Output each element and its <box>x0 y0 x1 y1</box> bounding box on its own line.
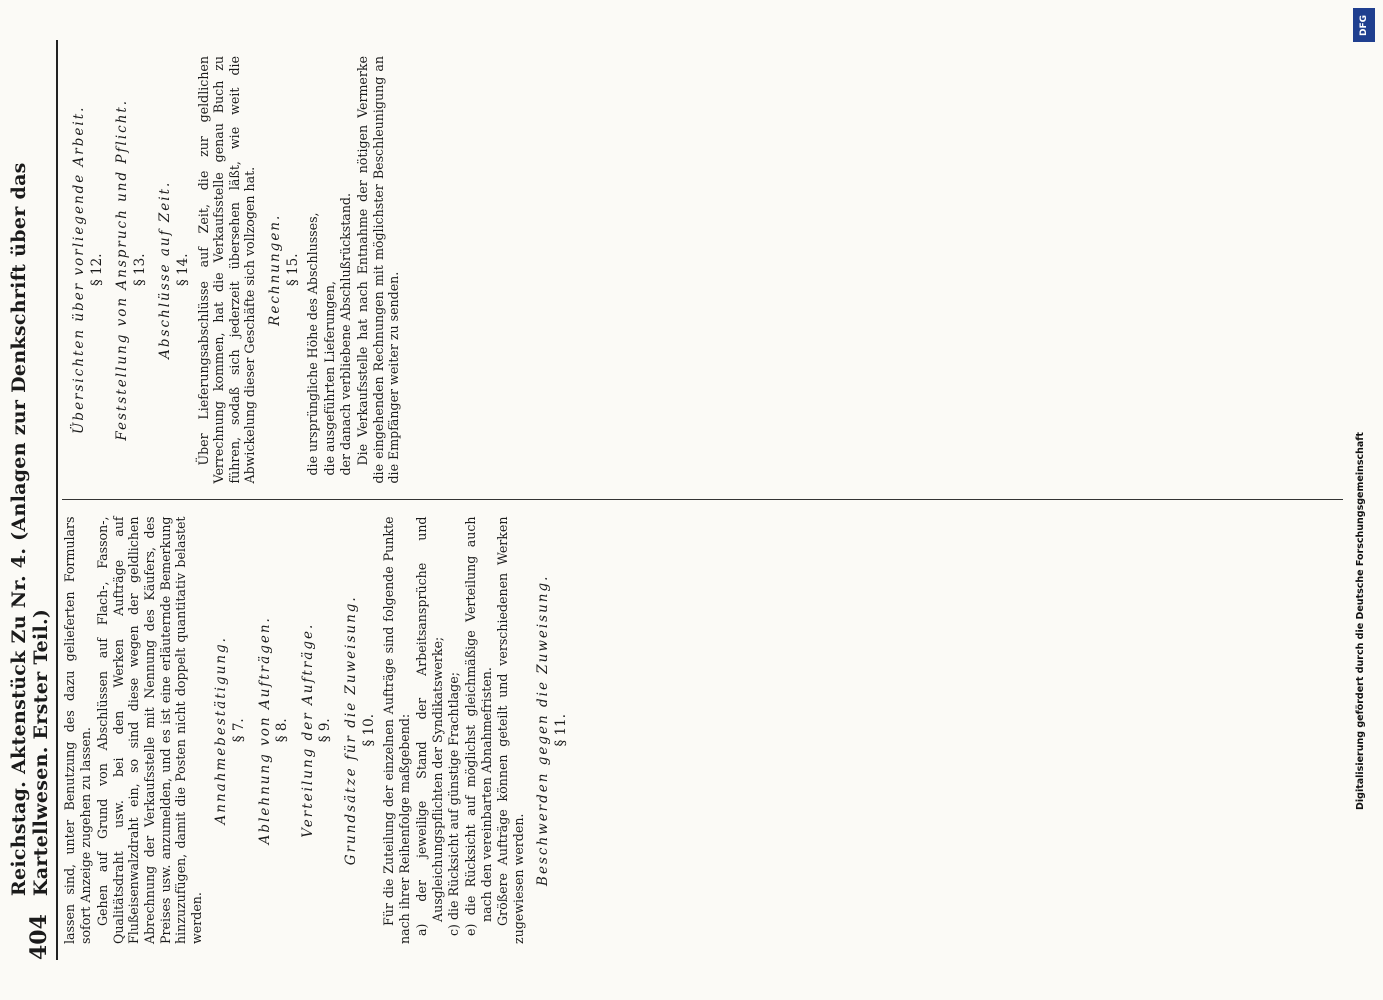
section-heading-12: Übersichten über vorliegende Arbeit. <box>71 105 87 434</box>
list-item: die ursprüngliche Höhe des Abschlusses, <box>305 212 321 476</box>
left-column <box>62 501 1343 961</box>
list-item: e) die Rücksicht auf möglichst gleichmäßige Verteilung auch nach den vereinbarten Abnahmefristen. <box>463 516 494 936</box>
section-number-7: § 7. <box>230 718 247 743</box>
section-heading-7: Annahmebestätigung. <box>213 636 230 825</box>
paragraph: Größere Aufträge können geteilt und verschiedenen Werken zugewiesen werden. <box>495 516 526 944</box>
section-heading-11: Beschwerden gegen die Zuweisung. <box>535 574 552 886</box>
section-number-12: § 12. <box>88 253 105 287</box>
paragraph: Gehen auf Grund von Abschlüssen auf Flach-, Fasson-, Qualitätsdraht usw. bei den Werken Aufträge auf Flußeisenwalzdraht ein, so sind diese wegen der geldlichen Abrechnung der Verkaufsstelle mit Nennung des Käufers, des Preises usw. anzumelden, und es ist eine erläuternde Bemerkung hinzuzufügen, damit die Posten nicht doppelt quantitativ belastet werden. <box>95 516 204 944</box>
list-item: c) die Rücksicht auf günstige Frachtlage; <box>446 672 462 936</box>
text-columns <box>62 40 1343 960</box>
paragraph: Für die Zuteilung der einzelnen Aufträge sind folgende Punkte nach ihrer Reihenfolge maßgebend: <box>381 516 412 944</box>
section-number-15: § 15. <box>284 253 301 287</box>
section-heading-8: Ablehnung von Aufträgen. <box>256 616 273 845</box>
side-strip <box>1353 0 1379 1000</box>
list-item: der danach verbliebene Abschlußrückstand. <box>338 193 354 476</box>
section-heading-14: Abschlüsse auf Zeit. <box>157 180 174 359</box>
running-title: Reichstag. Aktenstück Zu Nr. 4. (Anlagen zur Denkschrift über das Kartellwesen. Erster Teil.) <box>8 162 52 897</box>
page-header <box>8 40 58 960</box>
page-number: 404 <box>26 914 52 960</box>
list-item: a) der jeweilige Stand der Arbeitsansprüche und Ausgleichungspflichten der Syndikatswerke; <box>414 516 445 936</box>
dfg-logo: DFG <box>1353 8 1375 42</box>
section-heading-9: Verteilung der Aufträge. <box>299 622 316 838</box>
funding-note: Digitalisierung gefördert durch die Deutsche Forschungsgemeinschaft <box>1355 432 1366 810</box>
section-heading-10: Grundsätze für die Zuweisung. <box>342 595 359 866</box>
section-number-13: § 13. <box>131 253 148 287</box>
section-number-14: § 14. <box>174 253 191 287</box>
paragraph: Über Lieferungsabschlüsse auf Zeit, die zur geldlichen Verrechnung kommen, hat die Verkaufsstelle genau Buch zu führen, sodaß sich jederzeit übersehen läßt, wie weit die Abwickelung dieser Geschäfte sich vollzogen hat. <box>195 56 258 484</box>
section-number-10: § 10. <box>360 714 377 747</box>
section-heading-13: Feststellung von Anspruch und Pflicht. <box>114 98 131 441</box>
list-item: die ausgeführten Lieferungen, <box>321 280 337 476</box>
right-column <box>62 40 1343 500</box>
section-number-11: § 11. <box>553 714 570 747</box>
column-divider <box>62 500 1343 501</box>
section-heading-15: Rechnungen. <box>266 213 283 326</box>
paragraph: Die Verkaufsstelle hat nach Entnahme der nötigen Vermerke die eingehenden Rechnungen mit möglichster Beschleunigung an die Empfänger weiter zu senden. <box>354 56 402 484</box>
section-number-8: § 8. <box>274 718 291 743</box>
section-number-9: § 9. <box>317 718 334 743</box>
opening-line: lassen sind, unter Benutzung des dazu gelieferten Formulars sofort Anzeige zugehen zu lassen. <box>62 516 93 944</box>
